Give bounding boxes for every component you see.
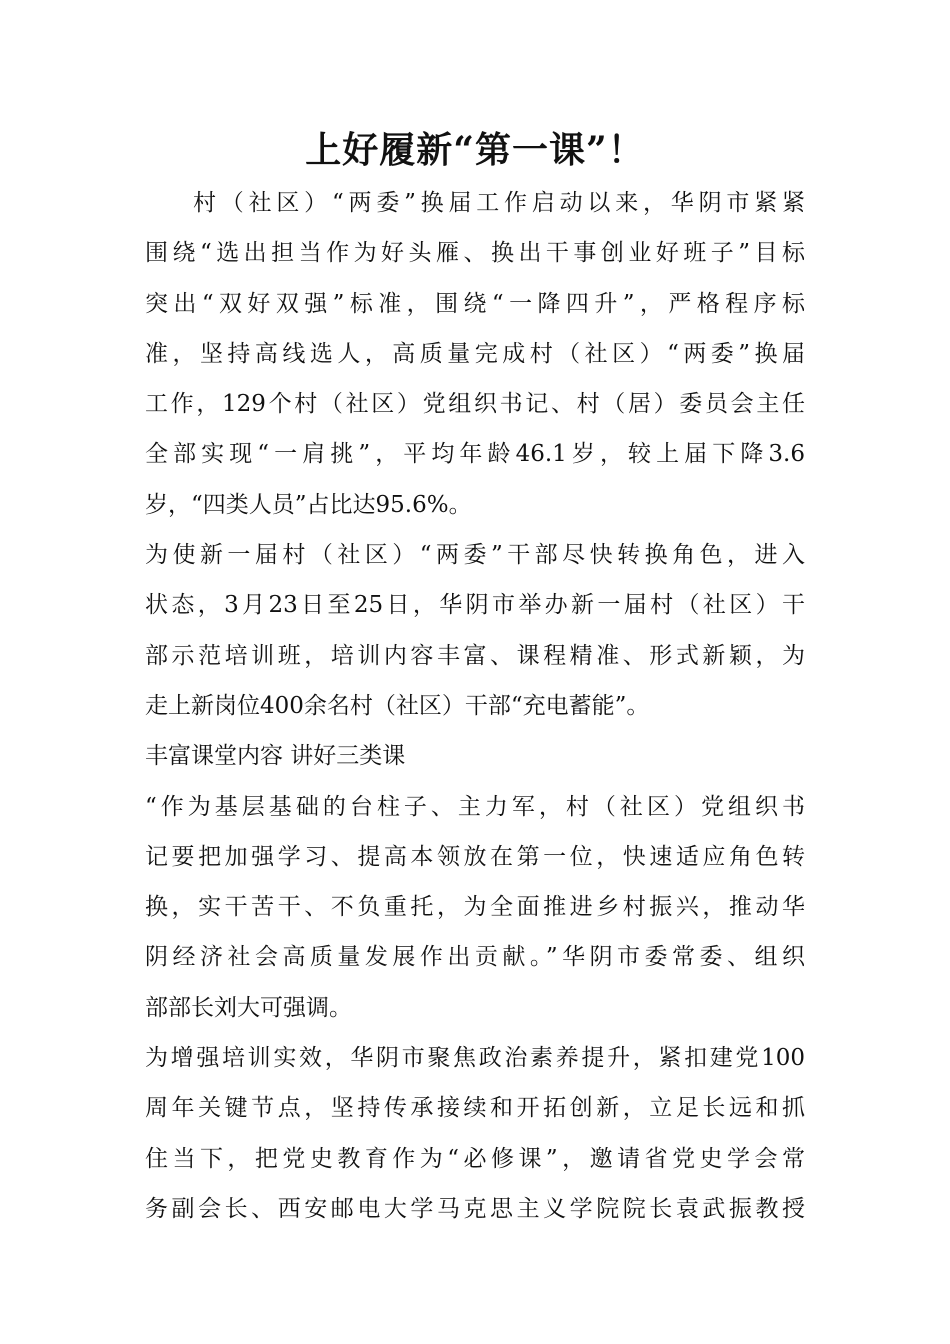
text-line: 记要把加强学习、提高本领放在第一位，快速适应角色转 <box>145 843 805 870</box>
text-line: 工作，129个村（社区）党组织书记、村（居）委员会主任 <box>145 391 805 418</box>
text-line: 岁，“四类人员”占比达95.6%。 <box>145 491 472 518</box>
text-line: 住当下，把党史教育作为“必修课”，邀请省党史学会常 <box>145 1145 805 1172</box>
text-line: 准，坚持高线选人，高质量完成村（社区）“两委”换届 <box>145 340 805 367</box>
text-line: 部部长刘大可强调。 <box>145 994 352 1021</box>
text-line: 务副会长、西安邮电大学马克思主义学院院长袁武振教授 <box>145 1195 805 1222</box>
text-line: 为使新一届村（社区）“两委”干部尽快转换角色，进入 <box>145 542 805 569</box>
text-line: 周年关键节点，坚持传承接续和开拓创新，立足长远和抓 <box>145 1095 805 1122</box>
text-line: 走上新岗位400余名村（社区）干部“充电蓄能”。 <box>145 692 650 719</box>
text-line: 村（社区）“两委”换届工作启动以来，华阴市紧紧 <box>193 190 805 216</box>
text-line: “作为基层基础的台柱子、主力军，村（社区）党组织书 <box>145 793 805 820</box>
text-line: 状态，3月23日至25日，华阴市举办新一届村（社区）干 <box>145 592 805 619</box>
text-line: 阴经济社会高质量发展作出贡献。”华阴市委常委、组织 <box>145 944 805 971</box>
document-title: 上好履新“第一课”！ <box>305 129 645 171</box>
text-line: 全部实现“一肩挑”，平均年龄46.1岁，较上届下降3.6 <box>145 441 805 468</box>
text-line: 部示范培训班，培训内容丰富、课程精准、形式新颖，为 <box>145 642 805 669</box>
text-line: 为增强培训实效，华阴市聚焦政治素养提升，紧扣建党100 <box>145 1045 805 1072</box>
text-line: 围绕“选出担当作为好头雁、换出干事创业好班子”目标 <box>145 240 805 267</box>
document-body <box>145 178 805 1234</box>
section-heading: 丰富课堂内容 讲好三类课 <box>145 743 406 770</box>
text-line: 换，实干苦干、不负重托，为全面推进乡村振兴，推动华 <box>145 894 805 921</box>
text-line: 突出“双好双强”标准，围绕“一降四升”，严格程序标 <box>145 290 805 317</box>
